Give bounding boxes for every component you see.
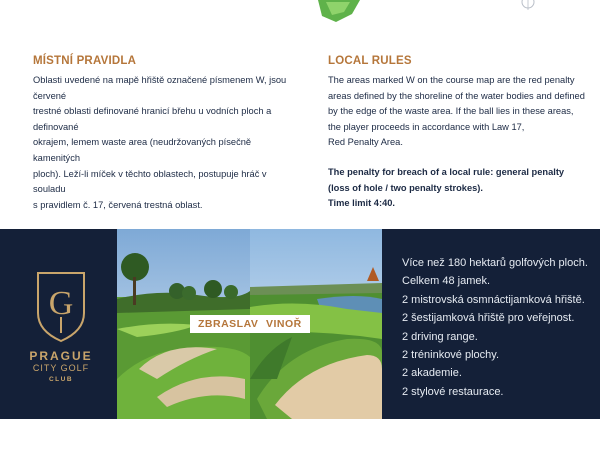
- fact-item: 2 driving range.: [402, 330, 478, 343]
- text-line: Oblasti uvedené na mapě hřiště označené písmenem W, jsou červené: [33, 75, 287, 101]
- local-rules-english: [328, 55, 593, 212]
- text-line: The areas marked W on the course map are the red penalty: [328, 75, 575, 85]
- text-line: by the edge of the waste area. If the ball lies in these areas,: [328, 106, 574, 117]
- text-line: trestné oblasti definované hranicí břehu u vodních ploch a definované: [33, 106, 272, 132]
- course-photos: [117, 229, 382, 419]
- location-label-zbraslav: ZBRASLAV: [190, 315, 266, 333]
- fact-item: 2 šestijamková hřiště pro veřejnost.: [402, 312, 575, 325]
- text-line: Red Penalty Area.: [328, 137, 403, 148]
- text-line: okrajem, lemem waste area (neudržovaných písečně kamenitých: [33, 137, 252, 163]
- text-line: (loss of hole / two penalty strokes).: [328, 182, 483, 193]
- logo-line-city-golf: CITY GOLF: [32, 363, 90, 373]
- fact-item: 2 mistrovská osmnáctijamková hřiště.: [402, 293, 585, 306]
- section-heading-english: LOCAL RULES: [328, 55, 412, 67]
- text-line: The penalty for breach of a local rule: general penalty: [328, 166, 565, 177]
- location-label-vinor: VINOŘ: [258, 315, 310, 333]
- logo-letter: G: [48, 285, 74, 322]
- section-heading-czech: MÍSTNÍ PRAVIDLA: [33, 55, 137, 67]
- text-line: areas defined by the shoreline of the water bodies and defined: [328, 90, 585, 101]
- shield-icon: [18, 269, 104, 347]
- club-facts-list: [402, 254, 597, 401]
- penalty-text-english: [328, 165, 593, 212]
- fact-item: 2 stylové restaurace.: [402, 385, 504, 398]
- text-line: the player proceeds in accordance with Law 17,: [328, 121, 525, 132]
- club-info-band: [0, 229, 600, 419]
- rules-text-english: [328, 73, 593, 151]
- fact-item: Více než 180 hektarů golfových ploch.: [402, 257, 588, 269]
- text-line: ploch). Leží-li míček v těchto oblastech, postupuje hráč v souladu: [33, 168, 267, 195]
- text-line: Time limit 4:40.: [328, 198, 395, 209]
- fact-item: 2 akademie.: [402, 367, 462, 380]
- fact-item: 2 tréninkové plochy.: [402, 349, 500, 362]
- rules-text-czech: [33, 73, 298, 213]
- course-map-fragment: [0, 0, 600, 40]
- fact-item: Celkem 48 jamek.: [402, 275, 491, 288]
- logo-line-prague: PRAGUE: [29, 349, 93, 363]
- club-logo: [18, 269, 96, 383]
- logo-line-club: CLUB: [48, 376, 74, 383]
- text-line: s pravidlem č. 17, červená trestná oblast.: [33, 199, 203, 210]
